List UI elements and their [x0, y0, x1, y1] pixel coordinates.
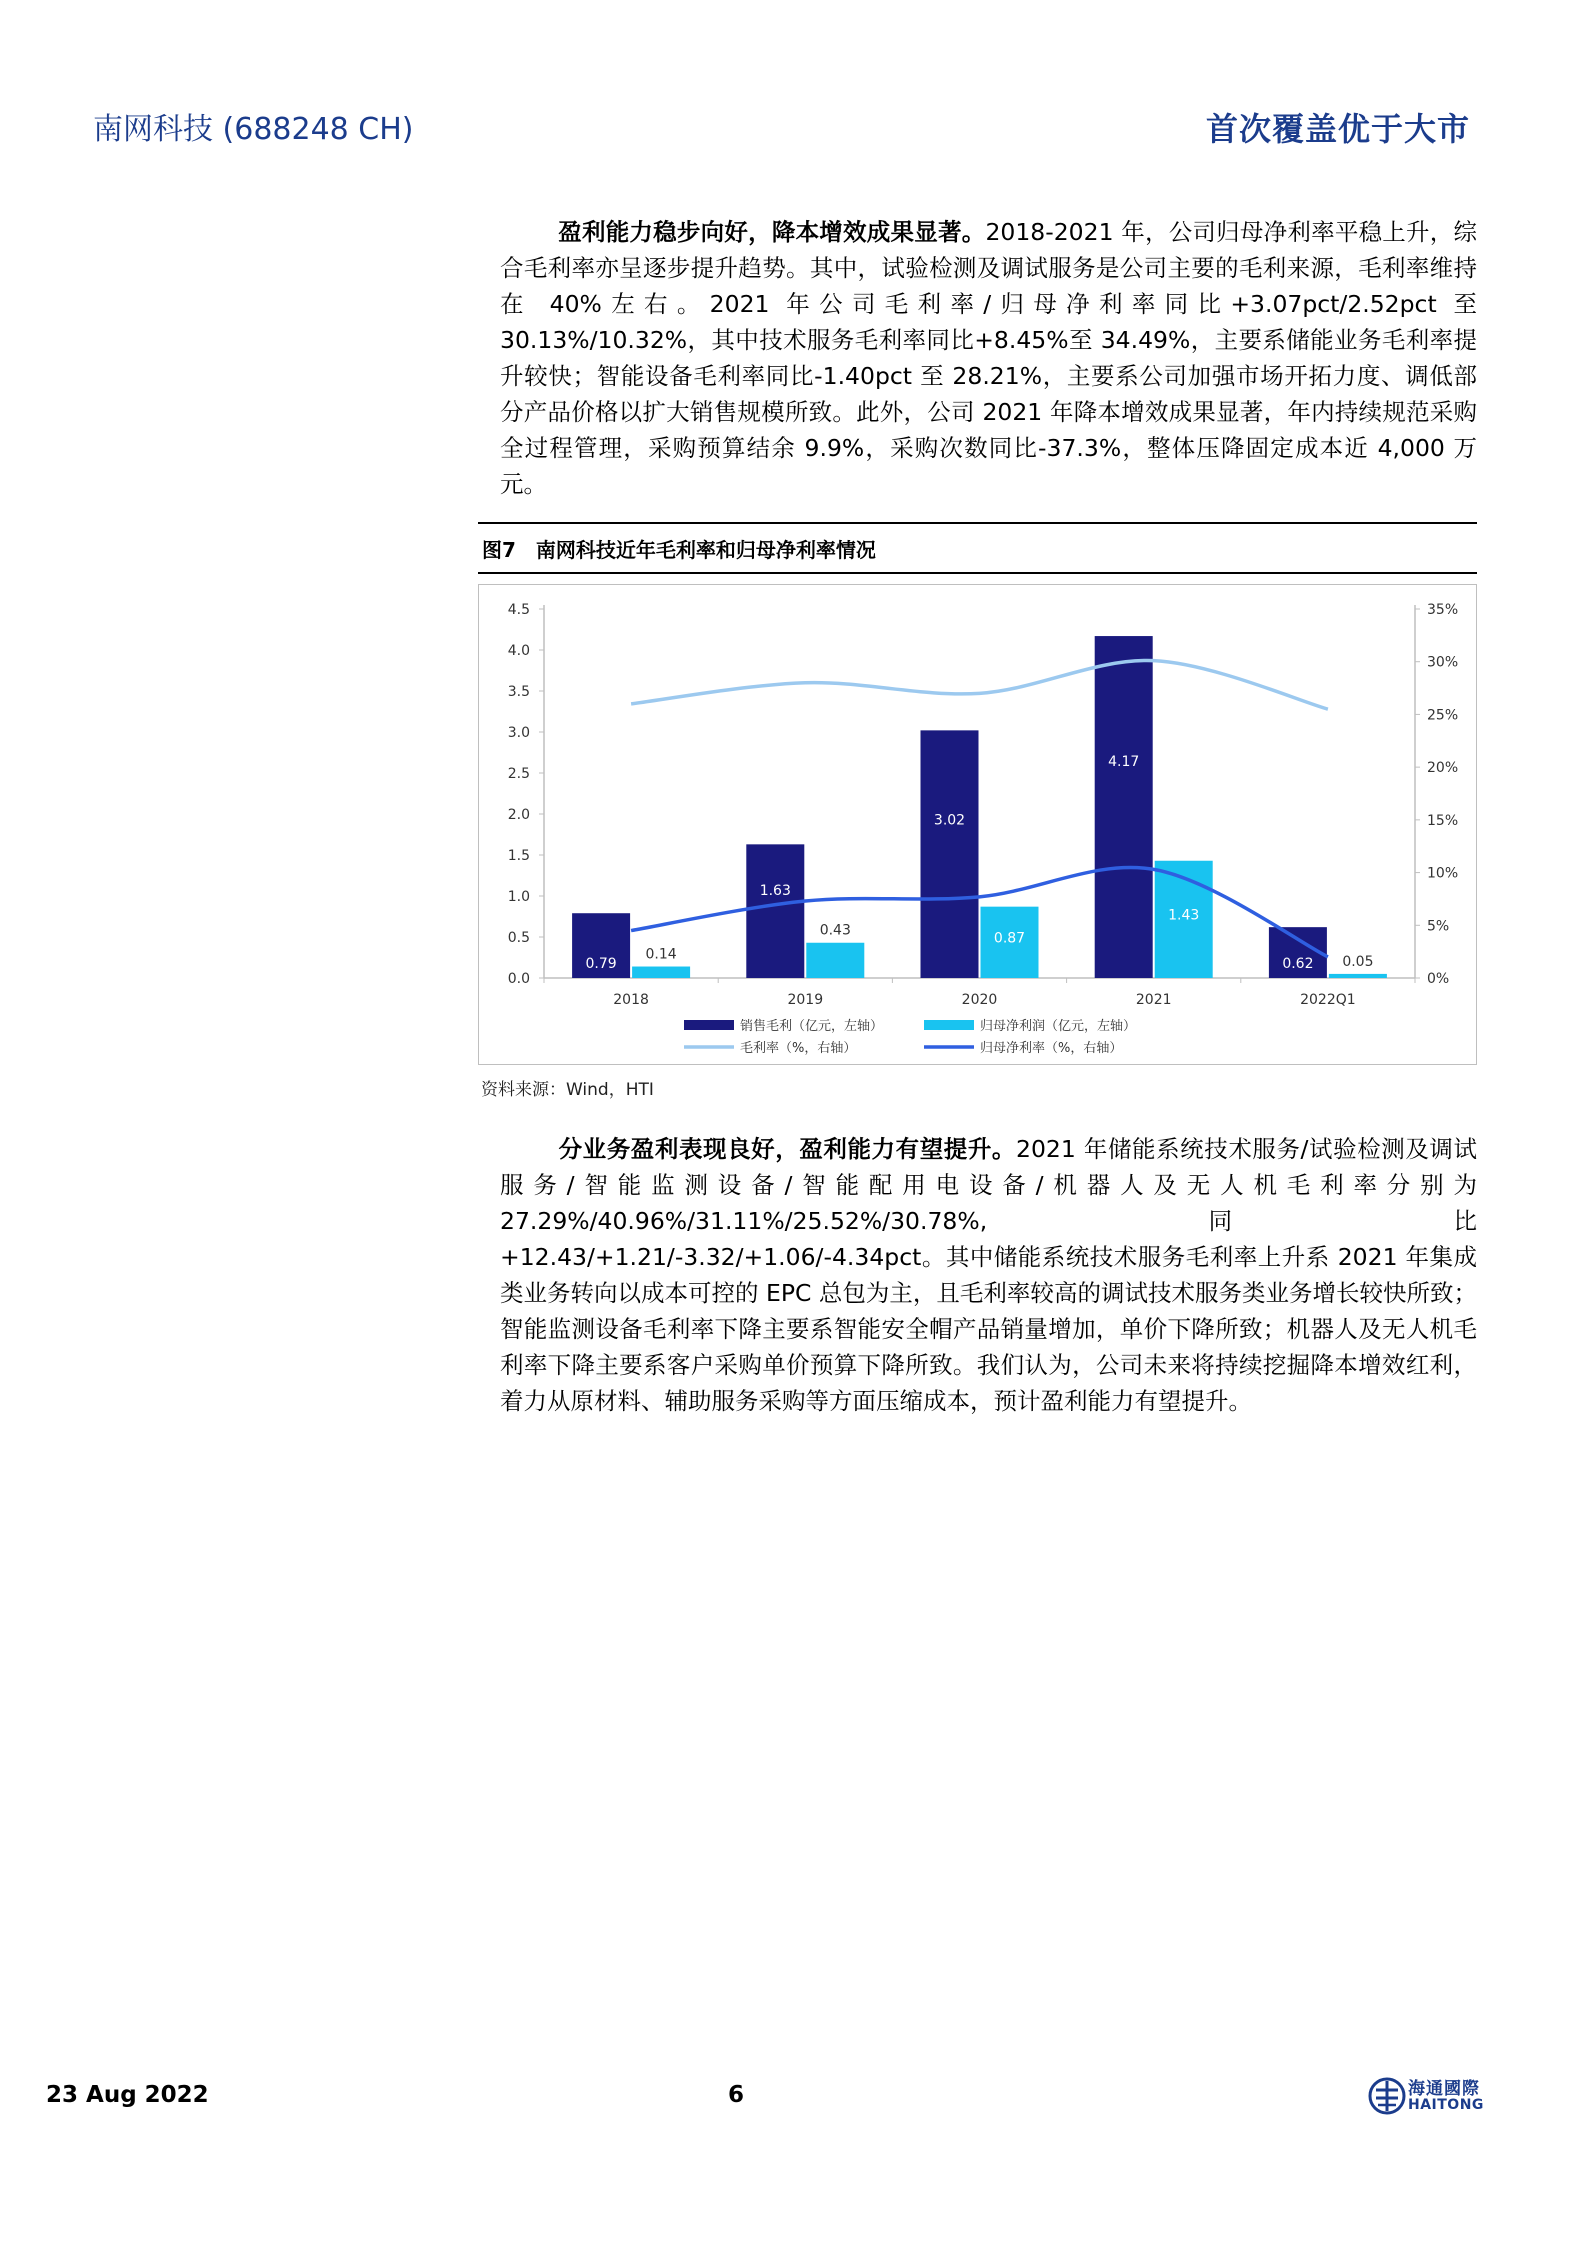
line-net-margin	[631, 867, 1328, 956]
line-gross-margin	[631, 661, 1328, 710]
bar-data-label: 0.62	[1282, 956, 1314, 972]
legend-label: 销售毛利（亿元，左轴）	[740, 1019, 884, 1034]
legend-swatch	[924, 1020, 974, 1030]
bar-data-label: 0.05	[1342, 953, 1374, 970]
bar-net-profit	[806, 943, 864, 978]
y-left-tick-label: 2.5	[507, 766, 530, 782]
paragraph-lead: 盈利能力稳步向好，降本增效成果显著。	[558, 218, 986, 246]
y-right-tick-label: 35%	[1427, 602, 1459, 618]
logo-text-cn: 海通國際	[1408, 2079, 1480, 2099]
logo-text-en: HAITONG	[1408, 2097, 1484, 2113]
legend-label: 毛利率（%，右轴）	[740, 1041, 857, 1056]
y-right-tick-label: 0%	[1427, 971, 1450, 987]
x-tick-label: 2018	[613, 992, 649, 1008]
x-tick-label: 2019	[787, 992, 824, 1008]
legend-label: 归母净利率（%，右轴）	[980, 1041, 1123, 1056]
y-left-tick-label: 0.5	[507, 930, 530, 946]
y-left-tick-label: 1.5	[507, 848, 530, 864]
y-right-tick-label: 10%	[1427, 865, 1459, 882]
y-left-tick-label: 3.5	[507, 684, 530, 700]
paragraph-lead: 分业务盈利表现良好，盈利能力有望提升。	[558, 1135, 1017, 1163]
figure-title: 南网科技近年毛利率和归母净利率情况	[535, 537, 876, 562]
footer-date: 23 Aug 2022	[46, 2082, 209, 2108]
y-right-tick-label: 15%	[1427, 812, 1459, 829]
bar-gross-profit	[1095, 636, 1153, 978]
header-company: 南网科技 (688248 CH)	[93, 112, 414, 147]
haitong-logo-icon	[1367, 2072, 1407, 2120]
y-right-tick-label: 5%	[1427, 918, 1450, 935]
y-left-tick-label: 3.0	[507, 725, 530, 741]
y-left-tick-label: 2.0	[507, 807, 530, 823]
bar-net-profit	[632, 967, 690, 978]
y-right-tick-label: 30%	[1427, 654, 1459, 671]
y-right-tick-label: 20%	[1427, 760, 1459, 777]
paragraph-profitability	[500, 214, 1477, 502]
margin-chart	[479, 585, 1475, 1063]
figure-number: 图7	[482, 537, 516, 562]
x-tick-label: 2020	[961, 992, 998, 1008]
bar-net-profit	[1329, 974, 1387, 978]
legend-swatch	[684, 1020, 734, 1030]
bar-data-label: 0.43	[819, 922, 851, 939]
y-right-tick-label: 25%	[1427, 707, 1459, 724]
bar-data-label: 0.79	[585, 956, 617, 972]
bar-data-label: 1.63	[759, 883, 791, 900]
bar-data-label: 0.14	[645, 946, 677, 963]
bar-data-label: 4.17	[1108, 753, 1140, 770]
bar-data-label: 3.02	[933, 812, 966, 829]
header-rating: 首次覆盖优于大市	[1205, 110, 1470, 148]
x-tick-label: 2021	[1135, 992, 1172, 1008]
chart-container	[478, 584, 1477, 1065]
page-number: 6	[728, 2082, 745, 2108]
bar-gross-profit	[746, 844, 804, 978]
y-left-tick-label: 1.0	[507, 889, 530, 905]
paragraph-segments	[500, 1131, 1477, 1419]
paragraph-body: 2021 年储能系统技术服务/试验检测及调试服务/智能监测设备/智能配用电设备/机器人及无人机毛利率分别为 27.29%/40.96%/31.11%/25.52%/30.78%,同比+12.43/+1.21/-3.32/+1.06/-4.34pct。其中储能系统技术服务毛利率上升系 2021 年集成类业务转向以成本可控的 EPC 总包为主，且毛利率较高的调试技术服务类业务增长较快所致；智能监测设备毛利率下降主要系智能安全帽产品销量增加，单价下降所致；机器人及无人机毛利率下降主要系客户采购单价预算下降所致。我们认为，公司未来将持续挖掘降本增效红利，着力从原材料、辅助服务采购等方面压缩成本，预计盈利能力有望提升。	[500, 1135, 1477, 1415]
bar-data-label: 0.87	[993, 930, 1026, 947]
figure-source: 资料来源：Wind，HTI	[481, 1080, 654, 1100]
x-tick-label: 2022Q1	[1300, 992, 1356, 1008]
bar-data-label: 1.43	[1168, 907, 1200, 924]
y-left-tick-label: 4.5	[507, 602, 530, 618]
figure-title-bar	[478, 522, 1477, 574]
y-left-tick-label: 0.0	[507, 971, 530, 987]
y-left-tick-label: 4.0	[507, 643, 530, 659]
legend-label: 归母净利润（亿元，左轴）	[980, 1019, 1137, 1034]
paragraph-body: 2018-2021 年，公司归母净利率平稳上升，综合毛利率亦呈逐步提升趋势。其中，试验检测及调试服务是公司主要的毛利来源，毛利率维持在 40%左右。2021 年公司毛利率/归母净利率同比+3.07pct/2.52pct 至 30.13%/10.32%，其中技术服务毛利率同比+8.45%至 34.49%，主要系储能业务毛利率提升较快；智能设备毛利率同比-1.40pct 至 28.21%，主要系公司加强市场开拓力度、调低部分产品价格以扩大销售规模所致。此外，公司 2021 年降本增效成果显著，年内持续规范采购全过程管理，采购预算结余 9.9%，采购次数同比-37.3%，整体压降固定成本近 4,000 万元。	[500, 218, 1478, 498]
bar-gross-profit	[921, 730, 979, 978]
